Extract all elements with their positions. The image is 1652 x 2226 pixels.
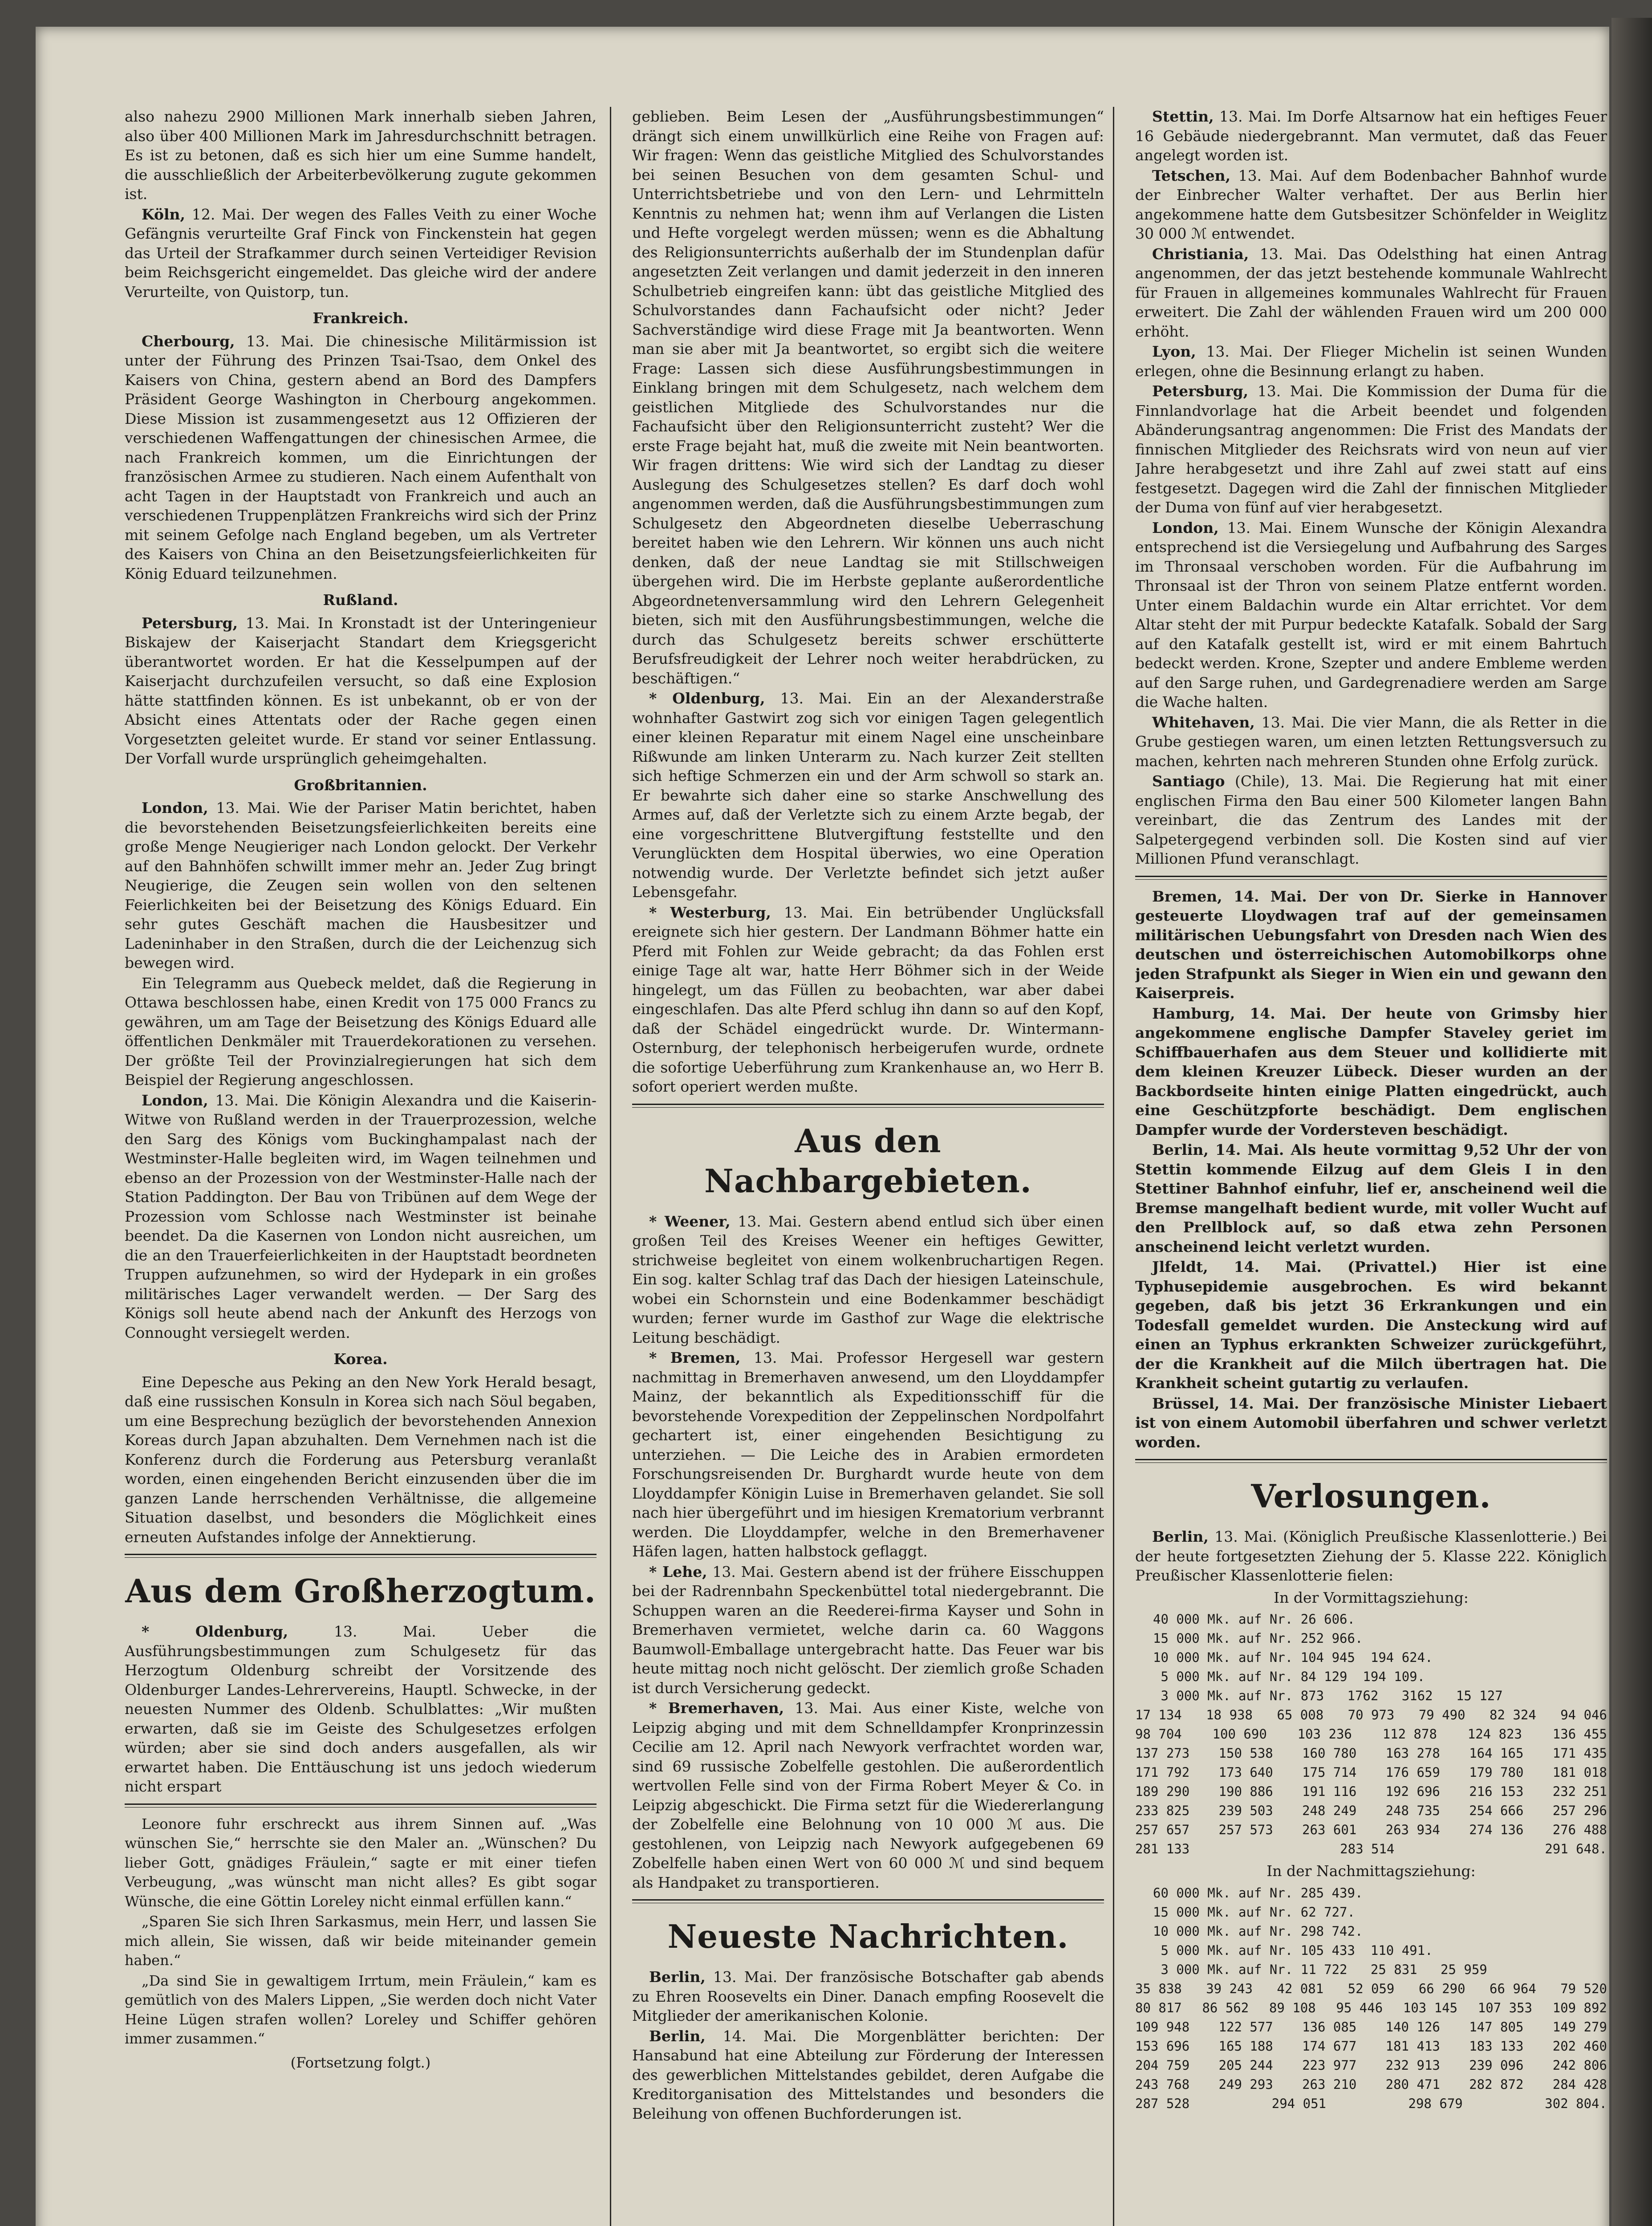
dateline: * Weener, (649, 1212, 731, 1230)
article-text: 13. Mai. Die Königin Alexandra und die Kaiserin-Witwe von Rußland werden in der Trauerprozession, welche den Sarg des Königs vom Buckinghampalast nach der Westminster-Halle begleiten wird, im Wagen teilnehmen und ebenso an der Prozession von der Westminster-Halle nach der Station Paddington. Der Bau von Tribünen auf dem Wege der Prozession vom Schlosse nach Westminster ist beinahe beendet. Da die Kasernen von London nicht ausreichen, um die an den Trauerfeierlichkeiten in der Hauptstadt beordneten Truppen aufzunehmen, so wird der Hydepark in ein großes militärisches Lager verwandelt werden. — Der Sarg des Königs soll heute abend nach der Ankunft des Herzogs von Connought versiegelt werden. (125, 1091, 597, 1341)
article-text: 13. Mai. Die Kommission der Duma für die Finnlandvorlage hat die Arbeit beendet und folgenden Abänderungsantrag angenommen: Die Frist des Mandats der finnischen Mitglieder des Reichsrats wird von neun auf vier Jahre herabgesetzt und ihre Zahl auf zwei statt auf eins festgesetzt. Dagegen wird die Zahl der finnischen Mitglieder der Duma von fünf auf vier herabgesetzt. (1135, 382, 1607, 516)
story-text: „Da sind Sie in gewaltigem Irrtum, mein Fräulein,“ kam es gemütlich von des Malers Lippen, „Sie werden doch nicht Vater Heine Lügen strafen wollen? Loreley und Schiffer gehören immer zusammen.“ (125, 1972, 597, 2047)
number-row (1135, 1782, 1607, 1801)
lottery-number: 95 446 (1336, 2000, 1383, 2015)
dateline: * Lehe, (649, 1563, 707, 1580)
section-heading: Korea. (333, 1350, 388, 1368)
lottery-number: 18 938 (1206, 1707, 1253, 1722)
story-text: „Sparen Sie sich Ihren Sarkasmus, mein Herr, und lassen Sie mich allein, Sie wissen, daß wir beide miteinander gemein haben.“ (125, 1913, 597, 1969)
lottery-number: 263 601 (1302, 1822, 1357, 1837)
lottery-number: 175 714 (1302, 1765, 1357, 1780)
column-rule (610, 107, 611, 2226)
lottery-number: 164 165 (1469, 1746, 1524, 1761)
number-row (1135, 2037, 1607, 2056)
lottery-number: 35 838 (1135, 1981, 1182, 1996)
article-text: 13. Mai. Auf dem Bodenbacher Bahnhof wurde der Einbrecher Walter verhaftet. Der aus Berlin hier angekommene hatte dem Gutsbesitzer Schönfelder in Weiglitz 30 000 ℳ entwendet. (1135, 167, 1607, 242)
story-text: Leonore fuhr erschreckt aus ihrem Sinnen auf. „Was wünschen Sie,“ herrschte sie den Maler an. „Wünschen? Du lieber Gott, gnädiges Fräulein,“ sagte er mit einer tiefen Verbeugung, „was wünscht man nicht alles? Es gibt sogar Wünsche, die eine Göttin Loreley nicht einmal erfüllen kann.“ (125, 1815, 597, 1910)
article (632, 1348, 1104, 1561)
section-rule (1135, 876, 1607, 880)
lottery-number: 181 018 (1552, 1765, 1607, 1780)
article-text: 13. Mai. Ueber die Ausführungsbestimmungen zum Schulgesetz für das Herzogtum Oldenburg schreibt der Vorsitzende des Oldenburger Landes-Lehrervereins, Hauptl. Schwecke, in der neuesten Nummer des Oldenb. Schulblattes: „Wir mußten erwarten, daß sie im Geiste des Schulgesetzes erfolgen würden; aber sie sind doch anders ausgefallen, als wir erwartet haben. Die Enttäuschung ist uns jedoch wiederum nicht erspart (125, 1623, 597, 1795)
lottery-number: 65 008 (1277, 1707, 1324, 1722)
lottery-number: 173 640 (1218, 1765, 1273, 1780)
section-heading: Großbritannien. (294, 776, 427, 794)
article (125, 613, 597, 768)
prize-line: 5 000 Mk. auf Nr. 105 433 110 491. (1153, 1942, 1433, 1958)
lottery-number: 283 514 (1340, 1841, 1395, 1856)
lottery-number: 282 872 (1469, 2076, 1524, 2092)
dateline: Petersburg, (142, 614, 238, 632)
article-text: Der von Dr. Sierke in Hannover gesteuerte Lloydwagen traf auf der gemeinsamen militärischen Uebungsfahrt von Dresden nach Wien des deutschen und österreichischen Automobilkorps ohne jeden Strafpunkt als Sieger in Wien ein und gewann den Kaiserpreis. (1135, 887, 1607, 1002)
lottery-number: 179 780 (1469, 1765, 1524, 1780)
lottery-number: 257 573 (1218, 1822, 1273, 1837)
article (1135, 1394, 1607, 1452)
section-rule (125, 1804, 597, 1808)
lottery-number: 94 046 (1560, 1707, 1607, 1722)
lottery-number: 160 780 (1302, 1746, 1357, 1761)
article-text: 13. Mai. Das Odelsthing hat einen Antrag angenommen, der das jetzt bestehende kommunale Wahlrecht für Frauen in allgemeines kommunales Wahlrecht für Frauen erweitert. Die Zahl der wählenden Frauen wird um 200 000 erhöht. (1135, 245, 1607, 340)
article (1135, 382, 1607, 517)
lottery-number: 79 490 (1418, 1707, 1465, 1722)
number-row (1135, 2094, 1607, 2113)
article-text: geblieben. Beim Lesen der „Ausführungsbestimmungen“ drängt sich einem unwillkürlich eine Reihe von Fragen auf: Wir fragen: Wenn das geistliche Mitglied des Schulvorstandes bei seinen Besuchen von dem gesamten Schul- und Unterrichtsbetriebe und von den Lern- und Lehrmitteln Kenntnis zu nehmen hat; wenn ihm auf Verlangen die Listen und Hefte vorgelegt werden müssen; wenn es die Abhaltung des Religionsunterrichts außerhalb der im Stundenplan dafür angesetzten Zeit verlangen und damit jederzeit in den inneren Schulbetrieb eingreifen kann: übt das geistliche Mitglied des Schulvorstandes dann Fachaufsicht oder nicht? Jeder Sachverständige wird diese Frage mit Ja beantworten. Wenn man sie aber mit Ja beantwortet, so ergibt sich die weitere Frage: Lassen sich diese Ausführungsbestimmungen in Einklang bringen mit dem Schulgesetz, nach welchem dem geistlichen Mitgliede des Schulvorstandes nur die Fachaufsicht über den Religionsunterricht zusteht? Wer die erste Frage bejaht hat, muß die zweite mit Nein beantworten. Wir fragen drittens: Wie wird sich der Landtag zu dieser Auslegung des Schulgesetzes stellen? Es darf doch wohl angenommen werden, daß die Ausführungsbestimmungen zum Schulgesetz den Abgeordneten dieselbe Ueberraschung bereitet haben wie den Lehrern. Wir können uns auch nicht denken, daß der neue Landtag sie mit Stillschweigen übergehen wird. Die im Herbste geplante außerordentliche Abgeordnetenversammlung wird den Lehrern Gelegenheit bieten, sich mit den Ausführungsbestimmungen, welche die durch das Schulgesetz bereits schwer erschütterte Berufsfreudigkeit der Lehrer noch weiter herabdrücken, zu beschäftigen.“ (632, 108, 1104, 687)
dateline: Cherbourg, (142, 332, 235, 350)
dateline: Santiago (1152, 772, 1225, 790)
lottery-number: 274 136 (1469, 1822, 1524, 1837)
lottery-number: 181 413 (1385, 2038, 1440, 2054)
prize-line: 15 000 Mk. auf Nr. 62 727. (1153, 1904, 1355, 1920)
lottery-number: 243 768 (1135, 2076, 1190, 2092)
article (125, 798, 597, 973)
dateline: London, (142, 1091, 208, 1109)
dateline: * Oldenburg, (142, 1623, 288, 1640)
dateline: London, (142, 799, 208, 816)
article (1135, 518, 1607, 712)
lottery-number: 239 503 (1218, 1803, 1273, 1818)
lottery-number: 232 913 (1385, 2057, 1440, 2073)
lottery-number: 248 735 (1385, 1803, 1440, 1818)
dateline: Lyon, (1152, 343, 1196, 360)
article-text: 13. Mai. (Königlich Preußische Klassenlotterie.) Bei der heute fortgesetzten Ziehung der 5. Klasse 222. Königlich Preußischer Klassenlotterie fielen: (1135, 1528, 1607, 1584)
article-text: 13. Mai. Wie der Pariser Matin berichtet, haben die bevorstehenden Beisetzungsfeierlichkeiten bereits eine große Menge Neugieriger nach London gelockt. Der Verkehr auf den Bahnhöfen schwillt immer mehr an. Jeder Zug bringt Neugierige, die Zeugen sein wollen von den seltenen Feierlichkeiten bei der Beisetzung des Königs Eduard. Ein sehr gutes Geschäft machen die Hausbesitzer und Ladeninhaber in den Straßen, durch die der Leichenzug sich bewegen wird. (125, 799, 597, 971)
prize-line: 15 000 Mk. auf Nr. 252 966. (1153, 1631, 1363, 1646)
lottery-number: 183 133 (1469, 2038, 1524, 2054)
dateline: * Oldenburg, (649, 690, 765, 707)
article-text: Eine Depesche aus Peking an den New York Herald besagt, daß eine russischen Konsuln in Korea sich nach Söul begaben, um eine Besprechung bezüglich der bevorstehenden Annexion Koreas durch Japan abzuhalten. Dem Vernehmen nach ist die Konferenz durch die Forderung aus Petersburg veranlaßt worden, einen eingehenden Bericht einzusenden über die im ganzen Lande herrschenden Verhältnisse, die allgemeine Situation daselbst, und besonders die Möglichkeit eines erneuten Aufstandes infolge der Annektierung. (125, 1373, 597, 1546)
lottery-number: 190 886 (1218, 1784, 1273, 1799)
lottery-number: 202 460 (1552, 2038, 1607, 2054)
lottery-number: 204 759 (1135, 2057, 1190, 2073)
lottery-number: 17 134 (1135, 1707, 1182, 1722)
lottery-number: 280 471 (1385, 2076, 1440, 2092)
article (632, 1967, 1104, 2026)
lottery-number: 294 051 (1271, 2096, 1326, 2111)
article (1135, 713, 1607, 771)
prize-line: 40 000 Mk. auf Nr. 26 606. (1153, 1612, 1355, 1627)
lottery-number: 80 817 (1135, 2000, 1182, 2015)
section-title: Aus dem Großherzogtum. (125, 1572, 596, 1610)
prize-line: 3 000 Mk. auf Nr. 873 1762 3162 15 127 (1153, 1688, 1503, 1703)
number-table (1135, 1979, 1607, 2113)
lottery-number: 284 428 (1552, 2076, 1607, 2092)
article-text: (Chile), 13. Mai. Die Regierung hat mit einer englischen Firma den Bau einer 500 Kilometer langen Bahn vereinbart, die das Zentrum des Landes mit der Salpetergegend verbinden soll. Die Kosten sind auf vier Millionen Pfund veranschlagt. (1135, 772, 1607, 867)
lottery-number: 112 878 (1382, 1726, 1437, 1742)
lottery-number: 263 210 (1302, 2076, 1357, 2092)
number-table (1135, 1706, 1607, 1859)
column-1 (125, 107, 597, 2226)
draw-heading: In der Vormittagsziehung: (1274, 1588, 1469, 1606)
lottery-number: 122 577 (1218, 2019, 1273, 2035)
lottery-number: 103 236 (1297, 1726, 1352, 1742)
lottery-number: 263 934 (1385, 1822, 1440, 1837)
number-row (1135, 1725, 1607, 1744)
article (1135, 107, 1607, 165)
article-text: Ein Telegramm aus Quebeck meldet, daß die Regierung in Ottawa beschlossen habe, einen Kredit von 175 000 Francs zu gewähren, um am Tage der Beisetzung des Königs Eduard alle öffentlichen Denkmäler mit Trauerdekorationen zu versehen. Der größte Teil der Provinzialregierungen hat sich dem Beispiel der Regierung angeschlossen. (125, 974, 597, 1089)
column-rule (1113, 107, 1114, 2226)
dateline: * Bremerhaven, (649, 1699, 784, 1717)
lottery-number: 136 455 (1552, 1726, 1607, 1742)
dateline: Christiania, (1152, 245, 1249, 263)
lottery-number: 232 251 (1552, 1784, 1607, 1799)
number-row (1135, 1801, 1607, 1820)
article (125, 1622, 597, 1796)
article-text: 13. Mai. Im Dorfe Altsarnow hat ein heftiges Feuer 16 Gebäude niedergebrannt. Man vermutet, daß das Feuer angelegt worden ist. (1135, 108, 1607, 164)
article-text: also nahezu 2900 Millionen Mark innerhalb sieben Jahren, also über 400 Millionen Mark im Jahresdurchschnitt betragen. Es ist zu betonen, daß es sich hier um eine Summe handelt, die ausschließlich der Arbeiterbevölkerung zugute gekommen ist. (125, 108, 597, 203)
article (1135, 887, 1607, 1003)
book-spine (1611, 18, 1652, 2226)
prize-line: 5 000 Mk. auf Nr. 84 129 194 109. (1153, 1669, 1425, 1684)
article-text: 13. Mai. Ein an der Alexanderstraße wohnhafter Gastwirt zog sich vor einigen Tagen gelegentlich einer kleinen Reparatur mit einem Nagel eine unscheinbare Rißwunde am linken Unterarm zu. Nach kurzer Zeit stellten sich heftige Schmerzen ein und der Arm schwoll so stark an. Er bewahrte sich daher eine so starke Anschwellung des Armes auf, daß der Verletzte sich zu einem Arzte begab, der eine vorgeschrittene Blutvergiftung feststellte und den Verunglückten dem Hospital überwies, wo eine Operation notwendig wurde. Der Verletzte befindet sich jetzt außer Lebensgefahr. (632, 690, 1104, 901)
dateline: * Bremen, (649, 1349, 741, 1366)
article-text: 13. Mai. Einem Wunsche der Königin Alexandra entsprechend ist die Versiegelung und Aufbahrung des Sarges im Thronsaal verschoben worden. Für die Aufbahrung im Thronsaal ist der Thron von seinem Platze entfernt worden. Unter einem Baldachin wurde ein Altar errichtet. Vor dem Altar steht der mit Purpur bedeckte Katafalk. Sobald der Sarg auf den Katafalk gestellt ist, wird er mit einem Bahrtuch bedeckt werden. Krone, Szepter und andere Embleme werden auf den Sarge ruhen, und Gardegrenadiere werden am Sarge die Wache halten. (1135, 519, 1607, 711)
prize-line: 60 000 Mk. auf Nr. 285 439. (1153, 1885, 1363, 1901)
number-row (1135, 1999, 1607, 2018)
lottery-number: 291 648. (1545, 1841, 1607, 1856)
section-title: Neueste Nachrichten. (667, 1917, 1069, 1955)
column-2 (632, 107, 1104, 2226)
article-text: 13. Mai. Der Flieger Michelin ist seinen Wunden erlegen, ohne die Besinnung erlangt zu haben. (1135, 343, 1607, 380)
lottery-number: 174 677 (1302, 2038, 1357, 2054)
dateline: Berlin, 14. Mai. (1152, 1141, 1284, 1158)
article (632, 1698, 1104, 1892)
lottery-number: 249 293 (1218, 2076, 1273, 2092)
lottery-number: 82 324 (1490, 1707, 1536, 1722)
article-text: 13. Mai. Ein betrübender Unglücksfall ereignete sich hier gestern. Der Landmann Böhmer hatte ein Pferd mit Fohlen zur Weide gebracht; da das Fohlen erst einige Tage alt war, hatte Herr Böhmer sich in der Weide hingelegt, um das Füllen zu beobachten, war aber dabei eingeschlafen. Das alte Pferd schlug ihn dann so auf den Kopf, daß der Schädel eingedrückt wurde. Dr. Wintermann-Osternburg, der telephonisch herbeigerufen wurde, ordnete die sofortige Ueberführung zum Krankenhause an, wo Herr B. sofort operiert werden mußte. (632, 903, 1104, 1095)
article-text: 13. Mai. Gestern abend ist der frühere Eisschuppen bei der Radrennbahn Speckenbüttel total niedergebrannt. Die Schuppen waren an die Reederei-firma Kayser und Sohn in Bremerhaven vermietet, welche darin ca. 60 Waggons Baumwoll-Emballage untergebracht hatte. Das Feuer war bis heute mittag noch nicht gelöscht. Der ziemlich große Schaden ist durch Versicherung gedeckt. (632, 1563, 1104, 1697)
article (1135, 244, 1607, 341)
number-row (1135, 1979, 1607, 1999)
section-rule (632, 1899, 1104, 1903)
number-row (1135, 1706, 1607, 1725)
feuilleton (125, 1815, 597, 2073)
number-row (1135, 1744, 1607, 1763)
prize-line: 10 000 Mk. auf Nr. 104 945 194 624. (1153, 1650, 1433, 1665)
lottery-number: 171 435 (1552, 1746, 1607, 1761)
dateline: Jlfeldt, 14. Mai. (Privattel.) (1152, 1258, 1438, 1275)
lottery-number: 147 805 (1469, 2019, 1524, 2035)
dateline: Bremen, 14. Mai. (1152, 887, 1307, 905)
article (1135, 342, 1607, 381)
lottery-number: 89 108 (1269, 2000, 1316, 2015)
number-row (1135, 2018, 1607, 2037)
lottery-number: 287 528 (1135, 2096, 1190, 2111)
lottery-number: 107 353 (1477, 2000, 1533, 2015)
prize-list (1135, 1610, 1607, 1706)
article (125, 205, 597, 302)
number-row (1135, 2056, 1607, 2075)
lottery-number: 79 520 (1560, 1981, 1607, 1996)
dateline: Brüssel, 14. Mai. (1152, 1394, 1299, 1412)
dateline: Stettin, (1152, 108, 1214, 125)
prize-line: 10 000 Mk. auf Nr. 298 742. (1153, 1923, 1363, 1939)
lottery-number: 98 704 (1135, 1726, 1182, 1742)
article (1135, 1004, 1607, 1140)
lottery-number: 298 679 (1408, 2096, 1463, 2111)
number-row (1135, 1820, 1607, 1840)
article (632, 689, 1104, 902)
section-title: Verlosungen. (1251, 1477, 1491, 1515)
article (1135, 772, 1607, 869)
article (125, 332, 597, 584)
section-heading: Rußland. (323, 591, 398, 609)
dateline: Hamburg, 14. Mai. (1152, 1004, 1327, 1022)
article-text: Hier ist eine Typhusepidemie ausgebrochen. Es wird bekannt gegeben, daß bis jetzt 36 Erkrankungen und ein Todesfall gemeldet wurden. Die Ansteckung wird auf einen an Typhus erkrankten Schweizer zurückgeführt, der die Krankheit auf die Milch übertragen hat. Die Krankheit scheint gutartig zu verlaufen. (1135, 1258, 1607, 1392)
dateline: Whitehaven, (1152, 713, 1255, 731)
lottery-number: 165 188 (1218, 2038, 1273, 2054)
lottery-number: 109 948 (1135, 2019, 1190, 2035)
lottery-number: 70 973 (1348, 1707, 1395, 1722)
dateline: Berlin, (1152, 1528, 1209, 1545)
lottery-number: 239 096 (1469, 2057, 1524, 2073)
lottery-number: 137 273 (1135, 1746, 1190, 1761)
dateline: Tetschen, (1152, 167, 1231, 184)
article-text: 13. Mai. Professor Hergesell war gestern nachmittag in Bremerhaven anwesend, um den Lloyddampfer Mainz, der bekanntlich als Expeditionsschiff für die bevorstehende Vorexpedition der Zeppelinschen Nordpolfahrt gechartert ist, einer eingehenden Besichtigung zu unterziehen. — Die Leiche des in Arabien ermordeten Forschungsreisenden Dr. Burghardt wurde heute von dem Lloyddampfer Königin Luise in Bremerhaven gelandet. Sie soll nach hier übergeführt und im hiesigen Krematorium verbrannt werden. Die Lloyddampfer, welche in den Bremerhavener Häfen lagen, hatten halbstock geflaggt. (632, 1349, 1104, 1560)
article-text: 13. Mai. Gestern abend entlud sich über einen großen Teil des Kreises Weener ein heftiges Gewitter, strichweise begleitet von einem wolkenbruchartigen Regen. Ein sog. kalter Schlag traf das Dach der hiesigen Lateinschule, wobei ein Schornstein und eine Bodenkammer beschädigt wurden; ferner wurde im Gasthof zur Wage die elektrische Leitung beschädigt. (632, 1212, 1104, 1346)
article-text: 13. Mai. Die vier Mann, die als Retter in die Grube gestiegen waren, um einen letzten Rettungsversuch zu machen, kehrten nach mehreren Stunden ohne Erfolg zurück. (1135, 713, 1607, 770)
article-text: 13. Mai. Die chinesische Militärmission ist unter der Führung des Prinzen Tsai-Tsao, dem Onkel des Kaisers von China, gestern abend an Bord des Dampfers Präsident George Washington in Cherbourg angekommen. Diese Mission ist zusammengesetzt aus 12 Offizieren der verschiedenen Waffengattungen der chinesischen Armee, die nach Frankreich kommen, um die Einrichtungen der französischen Armee zu studieren. Nach einem Aufenthalt von acht Tagen in der Hauptstadt von Frankreich und auch an verschiedenen Truppenplätzen Frankreichs wird sich der Prinz mit seinem Gefolge nach England begeben, um als Vertreter des Kaisers von China an den Beisetzungsfeierlichkeiten für König Eduard teilzunehmen. (125, 332, 597, 582)
lottery-number: 233 825 (1135, 1803, 1190, 1818)
lottery-number: 103 145 (1403, 2000, 1458, 2015)
lottery-number: 276 488 (1552, 1822, 1607, 1837)
section-rule (1135, 1459, 1607, 1463)
dateline: * Westerburg, (649, 903, 771, 921)
continuation-note: (Fortsetzung folgt.) (290, 2054, 431, 2071)
article (632, 903, 1104, 1097)
number-row (1135, 1840, 1607, 1859)
draw-heading: In der Nachmittagsziehung: (1266, 1862, 1476, 1880)
article-text: 13. Mai. Der französische Botschafter gab abends zu Ehren Roosevelts ein Diner. Danach empfing Roosevelt die Mitglieder der amerikanischen Kolonie. (632, 1968, 1104, 2024)
lottery-number: 281 133 (1135, 1841, 1190, 1856)
lottery-number: 86 562 (1202, 2000, 1249, 2015)
lottery-number: 66 964 (1490, 1981, 1536, 1996)
article-text: Als heute vormittag 9,52 Uhr der von Stettin kommende Eilzug auf dem Gleis I in den Stettiner Bahnhof einfuhr, lief er, anscheinend weil die Bremse mangelhaft bedient wurde, mit voller Wucht auf den Prellblock auf, so daß etwa zehn Personen anscheinend leicht verletzt wurden. (1135, 1141, 1607, 1255)
article-text: Der französische Minister Liebaert ist von einem Automobil überfahren und schwer verletzt worden. (1135, 1394, 1607, 1451)
lottery-number: 176 659 (1385, 1765, 1440, 1780)
lottery-number: 153 696 (1135, 2038, 1190, 2054)
lottery-number: 150 538 (1218, 1746, 1273, 1761)
lottery-number: 39 243 (1206, 1981, 1253, 1996)
lottery-number: 149 279 (1552, 2019, 1607, 2035)
lottery-number: 109 892 (1552, 2000, 1607, 2015)
number-row (1135, 2075, 1607, 2094)
section-rule (125, 1554, 597, 1558)
article (1135, 1527, 1607, 1585)
lottery-number: 205 244 (1218, 2057, 1273, 2073)
lottery-number: 171 792 (1135, 1765, 1190, 1780)
article-text: 13. Mai. Aus einer Kiste, welche von Leipzig abging und mit dem Schnelldampfer Kronprinzessin Cecilie am 12. April nach Newyork verfrachtet worden war, sind 69 russische Zobelfelle gestohlen. Die außerordentlich wertvollen Felle sind von der Firma Robert Meyer & Co. in Leipzig abgeschickt. Die Firma setzt für die Wiedererlangung der Zobelfelle eine Belohnung von 10 000 ℳ aus. Die gestohlenen, von Leipzig nach Newyork aufgegebenen 69 Zobelfelle haben einen Wert von 60 000 ℳ und sind bequem als Handpaket zu transportieren. (632, 1699, 1104, 1891)
number-row (1135, 1763, 1607, 1782)
dateline: Berlin, (649, 1968, 706, 1986)
article (632, 1212, 1104, 1348)
article-text: 13. Mai. In Kronstadt ist der Unteringenieur Biskajew der Kaiserjacht Standart dem Kriegsgericht überantwortet worden. Er hat die Kesselpumpen auf der Kaiserjacht durchzufeilen versucht, so daß eine Explosion hätte stattfinden können. Es ist unbekannt, ob er von der Absicht eines Attentats oder der Rache gegen einen Vorgesetzten geleitet wurde. Er stand vor seiner Entlassung. Der Vorfall wurde ursprünglich geheimgehalten. (125, 614, 597, 767)
prize-line: 3 000 Mk. auf Nr. 11 722 25 831 25 959 (1153, 1962, 1487, 1977)
article (1135, 166, 1607, 244)
lottery-number: 42 081 (1277, 1981, 1324, 1996)
article (1135, 1257, 1607, 1393)
dateline: Petersburg, (1152, 382, 1249, 400)
lottery-number: 257 657 (1135, 1822, 1190, 1837)
lottery-number: 254 666 (1469, 1803, 1524, 1818)
dateline: Köln, (142, 205, 185, 223)
lottery-number: 216 153 (1469, 1784, 1524, 1799)
lottery-number: 257 296 (1552, 1803, 1607, 1818)
lottery-number: 163 278 (1385, 1746, 1440, 1761)
article-text: 14. Mai. Die Morgenblätter berichten: Der Hansabund hat eine Abteilung zur Förderung der Interessen des gewerblichen Mittelstandes gebildet, deren Aufgabe die Kreditorganisation des Mittelstandes und besonders die Beleihung von offenen Buchforderungen ist. (632, 2027, 1104, 2122)
lottery-number: 140 126 (1385, 2019, 1440, 2035)
lottery-number: 242 806 (1552, 2057, 1607, 2073)
dateline: London, (1152, 519, 1219, 536)
section-heading: Frankreich. (313, 309, 409, 327)
article-text: 12. Mai. Der wegen des Falles Veith zu einer Woche Gefängnis verurteilte Graf Finck von Finckenstein hat gegen das Urteil der Strafkammer durch seinen Verteidiger Revision beim Reichsgericht eingemeldet. Das gleiche wird der andere Verurteilte, von Quistorp, tun. (125, 205, 597, 301)
lottery-number: 223 977 (1302, 2057, 1357, 2073)
lottery-number: 100 690 (1212, 1726, 1267, 1742)
lottery-number: 124 823 (1467, 1726, 1522, 1742)
article (1135, 1140, 1607, 1256)
section-rule (632, 1104, 1104, 1108)
article-text: Der heute von Grimsby hier angekommene englische Dampfer Staveley geriet im Schiffbauerhafen aus dem Steuer und kollidierte mit dem kleinen Kreuzer Lübeck. Dieser wurden an der Backbordseite hinten einige Platten eingedrückt, auch eine Geschützpforte beschädigt. Dem englischen Dampfer wurde der Vordersteven beschädigt. (1135, 1004, 1607, 1138)
lottery-number: 191 116 (1302, 1784, 1357, 1799)
dateline: Berlin, (649, 2027, 706, 2045)
prize-list (1135, 1884, 1607, 1979)
newspaper-page (36, 27, 1609, 2226)
lottery-number: 66 290 (1418, 1981, 1465, 1996)
lottery-number: 302 804. (1545, 2096, 1607, 2111)
article (632, 1562, 1104, 1698)
column-3 (1135, 107, 1607, 2226)
lottery-number: 52 059 (1348, 1981, 1395, 1996)
lottery-number: 248 249 (1302, 1803, 1357, 1818)
article (125, 1091, 597, 1343)
lottery-number: 189 290 (1135, 1784, 1190, 1799)
article (632, 2027, 1104, 2124)
lottery-number: 192 696 (1385, 1784, 1440, 1799)
lottery-number: 136 085 (1302, 2019, 1357, 2035)
section-title: Aus den Nachbargebieten. (704, 1121, 1032, 1200)
